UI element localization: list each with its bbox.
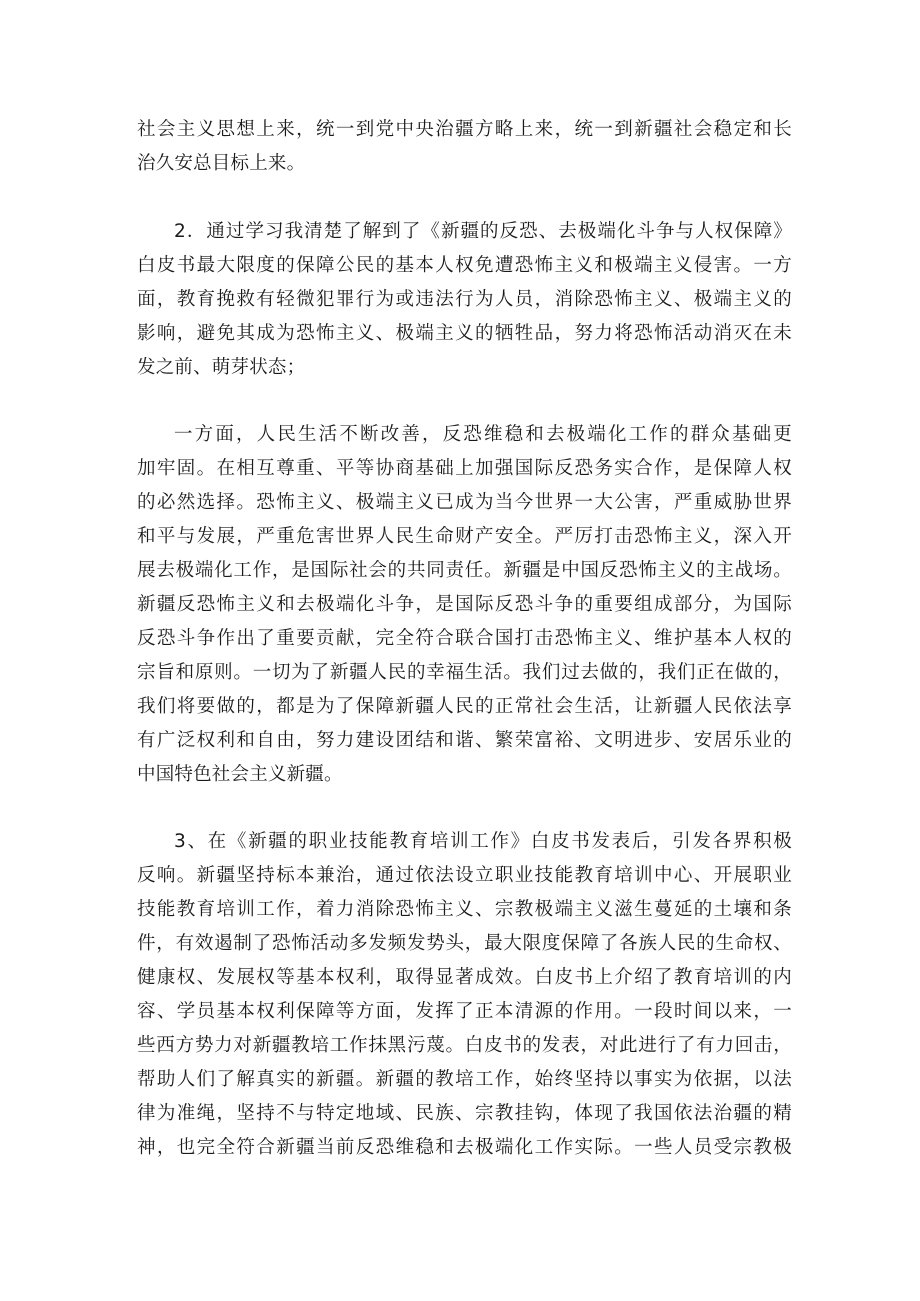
paragraph-line: 发之前、萌芽状态； — [137, 357, 306, 378]
paragraph-line: 容、学员基本权利保障等方面，发挥了正本清源的作用。一段时间以来，一 — [137, 1001, 792, 1022]
paragraph-line: 反恐斗争作出了重要贡献，完全符合联合国打击恐怖主义、维护基本人权的 — [137, 628, 792, 649]
paragraph-1 — [137, 113, 792, 181]
paragraph-2 — [137, 215, 792, 385]
paragraph-line: 一方面，人民生活不断改善，反恐维稳和去极端化工作的群众基础更 — [174, 424, 792, 445]
paragraph-line: 件，有效遏制了恐怖活动多发频发势头，最大限度保障了各族人民的生命权、 — [137, 933, 792, 954]
paragraph-line: 面，教育挽救有轻微犯罪行为或违法行为人员，消除恐怖主义、极端主义的 — [137, 289, 792, 310]
paragraph-4 — [137, 825, 792, 1165]
paragraph-line: 3、在《新疆的职业技能教育培训工作》白皮书发表后，引发各界积极 — [174, 831, 792, 852]
paragraph-line: 律为准绳，坚持不与特定地域、民族、宗教挂钩，体现了我国依法治疆的精 — [137, 1103, 792, 1124]
paragraph-line: 影响，避免其成为恐怖主义、极端主义的牺牲品，努力将恐怖活动消灭在未 — [137, 323, 792, 344]
paragraph-line: 健康权、发展权等基本权利，取得显著成效。白皮书上介绍了教育培训的内 — [137, 967, 792, 988]
paragraph-line: 帮助人们了解真实的新疆。新疆的教培工作，始终坚持以事实为依据，以法 — [137, 1069, 792, 1090]
paragraph-line: 白皮书最大限度的保障公民的基本人权免遭恐怖主义和极端主义侵害。一方 — [137, 255, 792, 276]
paragraph-line: 和平与发展，严重危害世界人民生命财产安全。严厉打击恐怖主义，深入开 — [137, 526, 792, 547]
paragraph-line: 些西方势力对新疆教培工作抹黑污蔑。白皮书的发表，对此进行了有力回击， — [137, 1035, 792, 1056]
paragraph-line: 反响。新疆坚持标本兼治，通过依法设立职业技能教育培训中心、开展职业 — [137, 865, 792, 886]
paragraph-line: 神，也完全符合新疆当前反恐维稳和去极端化工作实际。一些人员受宗教极 — [137, 1137, 792, 1158]
paragraph-line: 新疆反恐怖主义和去极端化斗争，是国际反恐斗争的重要组成部分，为国际 — [137, 594, 792, 615]
paragraph-line: 展去极端化工作，是国际社会的共同责任。新疆是中国反恐怖主义的主战场。 — [137, 560, 792, 581]
paragraph-line: 治久安总目标上来。 — [137, 153, 306, 174]
paragraph-line: 我们将要做的，都是为了保障新疆人民的正常社会生活，让新疆人民依法享 — [137, 696, 792, 717]
paragraph-3 — [137, 418, 792, 792]
paragraph-line: 宗旨和原则。一切为了新疆人民的幸福生活。我们过去做的，我们正在做的， — [137, 662, 792, 683]
paragraph-line: 社会主义思想上来，统一到党中央治疆方略上来，统一到新疆社会稳定和长 — [137, 119, 792, 140]
paragraph-line: 技能教育培训工作，着力消除恐怖主义、宗教极端主义滋生蔓延的土壤和条 — [137, 899, 792, 920]
paragraph-line: 有广泛权利和自由，努力建设团结和谐、繁荣富裕、文明进步、安居乐业的 — [137, 730, 792, 751]
paragraph-line: 中国特色社会主义新疆。 — [137, 764, 343, 785]
paragraph-line: 加牢固。在相互尊重、平等协商基础上加强国际反恐务实合作，是保障人权 — [137, 458, 792, 479]
paragraph-line: 的必然选择。恐怖主义、极端主义已成为当今世界一大公害，严重威胁世界 — [137, 492, 792, 513]
paragraph-line: 2．通过学习我清楚了解到了《新疆的反恐、去极端化斗争与人权保障》 — [174, 221, 792, 242]
